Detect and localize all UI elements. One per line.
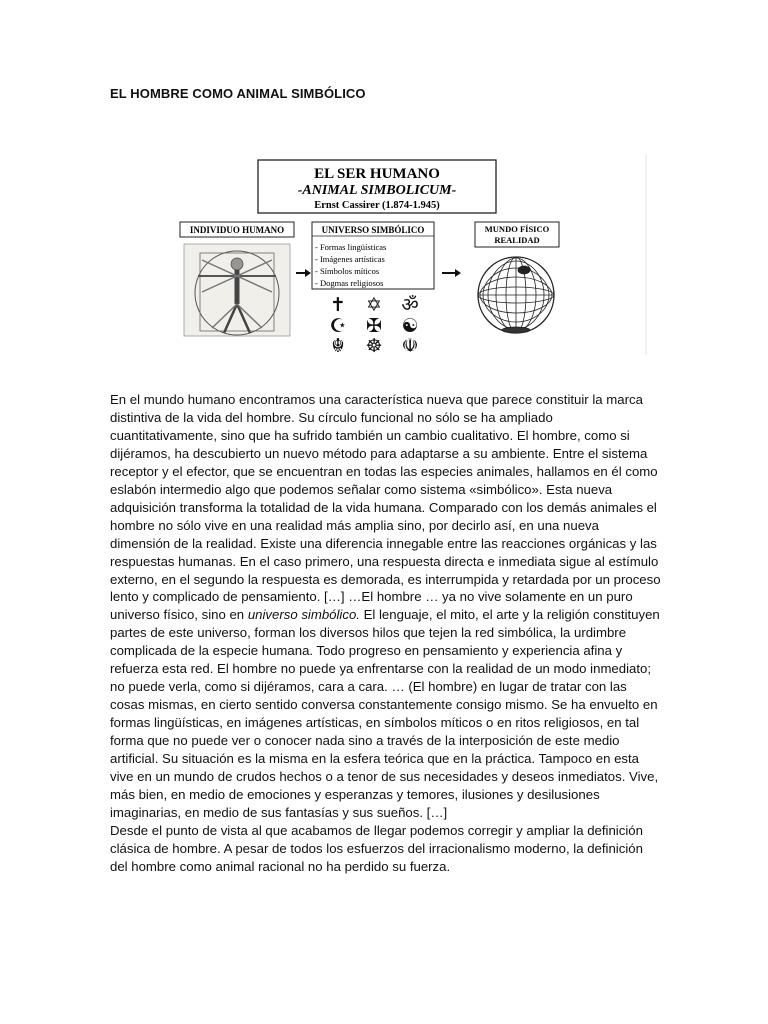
arrow-right-icon bbox=[296, 269, 311, 277]
diagram-author: Ernst Cassirer (1.874-1.945) bbox=[314, 200, 440, 211]
dharma-wheel-icon: ☸ bbox=[365, 335, 383, 357]
diagram-subtitle: -ANIMAL SIMBOLICUM- bbox=[297, 183, 457, 198]
universe-item: - Símbolos míticos bbox=[315, 266, 380, 276]
yin-yang-icon: ☯ bbox=[401, 315, 419, 337]
diagram-title: EL SER HUMANO bbox=[314, 166, 440, 182]
om-icon: ॐ bbox=[401, 294, 419, 316]
paragraph: Desde el punto de vista al que acabamos de llegar podemos corregir y ampliar la definición clásica de hombre. A pesar de todos los esfuerzos del irracionalismo moderno, la definición del hombre como animal racional no ha perdido su fuerza. bbox=[110, 822, 643, 874]
star-crescent-icon: ☪ bbox=[329, 315, 347, 337]
star-of-david-icon: ✡ bbox=[366, 294, 382, 316]
cross-icon: ✝ bbox=[330, 294, 346, 316]
universe-item: - Dogmas religiosos bbox=[315, 278, 384, 288]
body-text bbox=[110, 391, 662, 876]
globe-icon bbox=[478, 257, 554, 333]
cassirer-diagram bbox=[178, 152, 648, 357]
universe-item: - Formas lingüísticas bbox=[315, 242, 387, 252]
world-label: MUNDO FÍSICO bbox=[484, 224, 550, 234]
individual-label: INDIVIDUO HUMANO bbox=[189, 225, 285, 235]
emphasis: universo simbólico. bbox=[247, 607, 360, 623]
universe-label: UNIVERSO SIMBÓLICO bbox=[321, 225, 425, 235]
maltese-cross-icon: ✠ bbox=[366, 315, 382, 337]
khanda-icon: ☬ bbox=[331, 335, 345, 357]
farsi-symbol-icon: ☫ bbox=[401, 335, 419, 357]
arrow-right-icon bbox=[442, 269, 461, 277]
vitruvian-man-icon bbox=[184, 244, 290, 336]
religious-symbols bbox=[329, 294, 418, 357]
reality-label: REALIDAD bbox=[494, 235, 540, 245]
document-title: EL HOMBRE COMO ANIMAL SIMBÓLICO bbox=[110, 86, 366, 101]
universe-item: - Imágenes artísticas bbox=[315, 254, 385, 264]
paragraph: En el mundo humano encontramos una característica nueva que parece constituir la marca distintiva de la vida del hombre. Su círculo funcional no sólo se ha ampliado cuantitativamente, sino que ha sufrido también un cambio cualitativo. El hombre, como si dijéramos, ha descubierto un nuevo método para adaptarse a su ambiente. Entre el sistema receptor y el efector, que se encuentran en todas las especies animales, hallamos en él como eslabón intermedio algo que podemos señalar como sistema «simbólico». Esta nueva adquisición transforma la totalidad de la vida humana. Comparado con los demás animales el hombre no sólo vive en una realidad más amplia sino, por decirlo así, en una nueva dimensión de la realidad. Existe una diferencia innegable entre las reacciones orgánicas y las respuestas humanas. En el caso primero, una respuesta directa e inmediata sigue al estímulo externo, en el segundo la respuesta es demorada, es interrumpida y retardada por un proceso lento y complicado de pensamiento. […] …El hombre … ya no vive solamente en un puro universo físico, sino en universo simbólico. El lenguaje, el mito, el arte y la religión constituyen partes de este universo, forman los diversos hilos que tejen la red simbólica, la urdimbre complicada de la especie humana. Todo progreso en pensamiento y experiencia afina y refuerza esta red. El hombre no puede ya enfrentarse con la realidad de un modo inmediato; no puede verla, como si dijéramos, cara a cara. … (El hombre) en lugar de tratar con las cosas mismas, en cierto sentido conversa constantemente consigo mismo. Se ha envuelto en formas lingüísticas, en imágenes artísticas, en símbolos míticos o en ritos religiosos, en tal forma que no puede ver o conocer nada sino a través de la interposición de este medio artificial. Su situación es la misma en la esfera teórica que en la práctica. Tampoco en esta vive en un mundo de crudos hechos o a tenor de sus necesidades y deseos inmediatos. Vive, más bien, en medio de emociones y esperanzas y temores, ilusiones y desilusiones imaginarias, en medio de sus fantasías y sus sueños. […] bbox=[110, 392, 661, 820]
